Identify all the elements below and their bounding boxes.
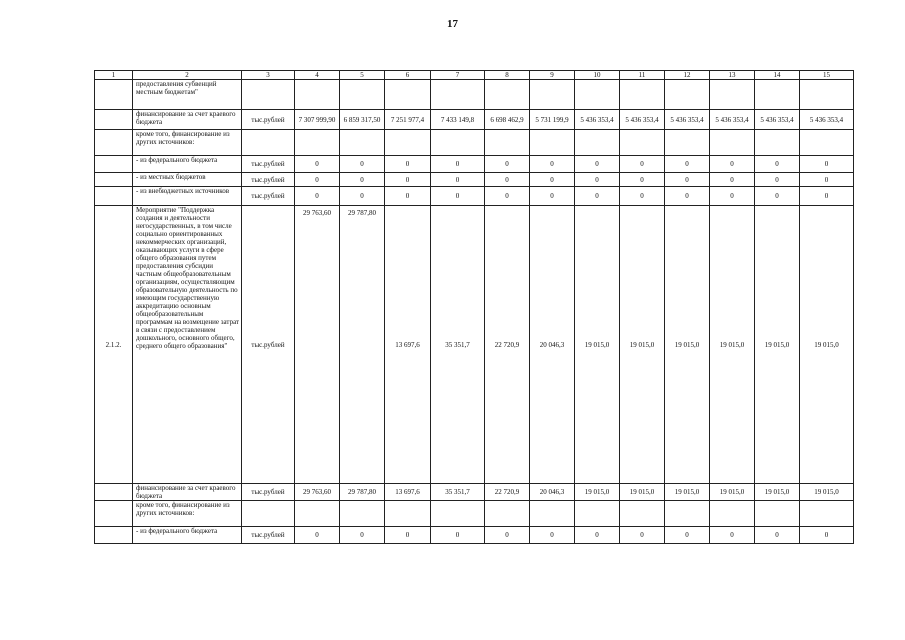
column-header: 6 <box>385 71 431 80</box>
unit-cell <box>242 130 295 156</box>
value-cell: 0 <box>385 156 431 173</box>
value-cell <box>385 130 431 156</box>
value-cell: 0 <box>385 187 431 206</box>
value-cell <box>800 80 854 110</box>
row-description-cell: финансирование за счет краевого бюджета <box>133 110 242 130</box>
value-cell <box>710 130 755 156</box>
value-cell <box>800 501 854 527</box>
table-row <box>95 206 854 484</box>
row-code-cell <box>95 501 133 527</box>
value-cell: 0 <box>800 156 854 173</box>
value-cell: 0 <box>385 527 431 544</box>
value-cell: 0 <box>530 527 575 544</box>
value-cell <box>620 80 665 110</box>
value-cell: 19 015,0 <box>620 484 665 501</box>
table-row <box>95 527 854 544</box>
column-header: 14 <box>755 71 800 80</box>
value-cell: 29 763,60 <box>295 484 340 501</box>
value-cell: 19 015,0 <box>755 484 800 501</box>
value-cell: 0 <box>575 187 620 206</box>
row-description-cell: - из федерального бюджета <box>133 156 242 173</box>
unit-cell <box>242 501 295 527</box>
value-cell: 0 <box>755 527 800 544</box>
row-code-cell <box>95 484 133 501</box>
value-cell <box>575 501 620 527</box>
value-cell: 0 <box>800 527 854 544</box>
value-cell: 0 <box>295 527 340 544</box>
value-cell: 5 731 199,9 <box>530 110 575 130</box>
unit-cell: тыс.рублей <box>242 484 295 501</box>
value-cell: 5 436 353,4 <box>575 110 620 130</box>
value-cell: 5 436 353,4 <box>800 110 854 130</box>
value-cell: 5 436 353,4 <box>710 110 755 130</box>
value-cell: 22 720,9 <box>485 484 530 501</box>
value-cell: 0 <box>431 187 485 206</box>
column-header: 15 <box>800 71 854 80</box>
row-code-cell: 2.1.2. <box>95 206 133 484</box>
value-cell: 0 <box>295 173 340 187</box>
value-cell: 7 433 149,8 <box>431 110 485 130</box>
value-cell: 0 <box>800 173 854 187</box>
row-code-cell <box>95 527 133 544</box>
value-cell <box>665 130 710 156</box>
unit-cell: тыс.рублей <box>242 527 295 544</box>
value-cell: 20 046,3 <box>530 484 575 501</box>
value-cell: 0 <box>710 156 755 173</box>
value-cell <box>530 501 575 527</box>
value-cell: 19 015,0 <box>665 484 710 501</box>
value-cell: 19 015,0 <box>665 206 710 484</box>
value-cell <box>755 501 800 527</box>
value-cell: 6 859 317,50 <box>340 110 385 130</box>
value-cell: 29 787,80 <box>340 206 385 484</box>
column-header: 7 <box>431 71 485 80</box>
value-cell: 0 <box>575 527 620 544</box>
value-cell <box>485 130 530 156</box>
value-cell: 0 <box>385 173 431 187</box>
value-cell: 0 <box>340 156 385 173</box>
value-cell: 19 015,0 <box>710 206 755 484</box>
value-cell <box>620 130 665 156</box>
table-row <box>95 187 854 206</box>
value-cell <box>665 501 710 527</box>
value-cell: 0 <box>530 173 575 187</box>
value-cell: 0 <box>575 173 620 187</box>
value-cell: 0 <box>710 527 755 544</box>
unit-cell: тыс.рублей <box>242 173 295 187</box>
value-cell: 20 046,3 <box>530 206 575 484</box>
row-description-cell: - из федерального бюджета <box>133 527 242 544</box>
row-description-cell: кроме того, финансирование из других источников: <box>133 130 242 156</box>
unit-cell: тыс.рублей <box>242 206 295 484</box>
value-cell: 0 <box>710 173 755 187</box>
value-cell: 0 <box>431 173 485 187</box>
value-cell: 35 351,7 <box>431 484 485 501</box>
table-row <box>95 501 854 527</box>
value-cell: 0 <box>340 187 385 206</box>
unit-cell: тыс.рублей <box>242 187 295 206</box>
table-row <box>95 156 854 173</box>
value-cell: 0 <box>485 527 530 544</box>
value-cell: 19 015,0 <box>575 206 620 484</box>
header-row <box>95 71 854 80</box>
value-cell: 0 <box>340 173 385 187</box>
value-cell: 0 <box>665 187 710 206</box>
column-header: 10 <box>575 71 620 80</box>
value-cell <box>800 130 854 156</box>
value-cell: 0 <box>755 173 800 187</box>
value-cell <box>295 501 340 527</box>
value-cell <box>485 80 530 110</box>
table-row <box>95 173 854 187</box>
column-header: 5 <box>340 71 385 80</box>
column-header: 4 <box>295 71 340 80</box>
value-cell <box>710 501 755 527</box>
value-cell: 0 <box>431 156 485 173</box>
column-header: 12 <box>665 71 710 80</box>
unit-cell: тыс.рублей <box>242 110 295 130</box>
value-cell: 19 015,0 <box>620 206 665 484</box>
column-header: 3 <box>242 71 295 80</box>
row-description-cell: - из местных бюджетов <box>133 173 242 187</box>
value-cell: 0 <box>485 173 530 187</box>
column-header: 9 <box>530 71 575 80</box>
value-cell <box>755 80 800 110</box>
value-cell: 5 436 353,4 <box>665 110 710 130</box>
column-header: 2 <box>133 71 242 80</box>
value-cell <box>575 80 620 110</box>
value-cell <box>295 80 340 110</box>
value-cell: 22 720,9 <box>485 206 530 484</box>
value-cell: 19 015,0 <box>800 206 854 484</box>
value-cell: 0 <box>340 527 385 544</box>
row-code-cell <box>95 130 133 156</box>
row-description-cell: - из внебюджетных источников <box>133 187 242 206</box>
value-cell: 29 787,80 <box>340 484 385 501</box>
value-cell: 0 <box>485 187 530 206</box>
row-code-cell <box>95 80 133 110</box>
value-cell: 0 <box>530 187 575 206</box>
value-cell: 0 <box>530 156 575 173</box>
column-header: 11 <box>620 71 665 80</box>
value-cell: 0 <box>665 527 710 544</box>
value-cell <box>485 501 530 527</box>
value-cell <box>530 130 575 156</box>
value-cell <box>295 130 340 156</box>
column-header: 8 <box>485 71 530 80</box>
value-cell <box>431 130 485 156</box>
value-cell <box>431 501 485 527</box>
value-cell: 0 <box>295 187 340 206</box>
row-code-cell <box>95 156 133 173</box>
value-cell <box>340 130 385 156</box>
table-row <box>95 80 854 110</box>
row-description-cell: Мероприятие "Поддержка создания и деятельности негосударственных, в том числе социально ориентированных некоммерческих организаций, оказывающих услуги в сфере общего образования путем предоставления субсидии частным общеобразовательным организациям, осуществляющим образовательную деятельность по имеющим государственную аккредитацию основным общеобразовательным программам на возмещение затрат в связи с предоставлением дошкольного, основного общего, среднего общего образования" <box>133 206 242 484</box>
value-cell <box>665 80 710 110</box>
column-header: 13 <box>710 71 755 80</box>
value-cell: 13 697,6 <box>385 206 431 484</box>
value-cell: 19 015,0 <box>755 206 800 484</box>
value-cell <box>385 501 431 527</box>
value-cell <box>385 80 431 110</box>
value-cell <box>340 80 385 110</box>
value-cell <box>575 130 620 156</box>
value-cell: 0 <box>620 156 665 173</box>
value-cell: 35 351,7 <box>431 206 485 484</box>
page-number: 17 <box>447 18 458 30</box>
row-description-cell: кроме того, финансирование из других источников: <box>133 501 242 527</box>
value-cell: 0 <box>620 173 665 187</box>
value-cell: 13 697,6 <box>385 484 431 501</box>
value-cell: 19 015,0 <box>800 484 854 501</box>
row-code-cell <box>95 110 133 130</box>
value-cell: 0 <box>620 527 665 544</box>
value-cell <box>710 80 755 110</box>
value-cell: 29 763,60 <box>295 206 340 484</box>
table-row <box>95 130 854 156</box>
budget-table <box>94 70 854 544</box>
value-cell: 0 <box>295 156 340 173</box>
column-header: 1 <box>95 71 133 80</box>
value-cell: 0 <box>710 187 755 206</box>
table-row <box>95 484 854 501</box>
value-cell: 0 <box>755 156 800 173</box>
unit-cell: тыс.рублей <box>242 156 295 173</box>
value-cell: 6 698 462,9 <box>485 110 530 130</box>
value-cell: 19 015,0 <box>710 484 755 501</box>
table-row <box>95 110 854 130</box>
unit-cell <box>242 80 295 110</box>
value-cell: 0 <box>755 187 800 206</box>
value-cell: 5 436 353,4 <box>620 110 665 130</box>
value-cell <box>620 501 665 527</box>
value-cell: 0 <box>620 187 665 206</box>
value-cell: 0 <box>665 156 710 173</box>
value-cell: 7 251 977,4 <box>385 110 431 130</box>
value-cell: 0 <box>485 156 530 173</box>
row-code-cell <box>95 187 133 206</box>
row-description-cell: предоставления субвенций местным бюджетам" <box>133 80 242 110</box>
value-cell: 19 015,0 <box>575 484 620 501</box>
row-code-cell <box>95 173 133 187</box>
value-cell: 0 <box>665 173 710 187</box>
value-cell: 5 436 353,4 <box>755 110 800 130</box>
row-description-cell: финансирование за счет краевого бюджета <box>133 484 242 501</box>
value-cell: 0 <box>800 187 854 206</box>
value-cell <box>755 130 800 156</box>
value-cell <box>530 80 575 110</box>
value-cell: 0 <box>431 527 485 544</box>
value-cell <box>340 501 385 527</box>
value-cell: 0 <box>575 156 620 173</box>
value-cell: 7 307 999,90 <box>295 110 340 130</box>
value-cell <box>431 80 485 110</box>
